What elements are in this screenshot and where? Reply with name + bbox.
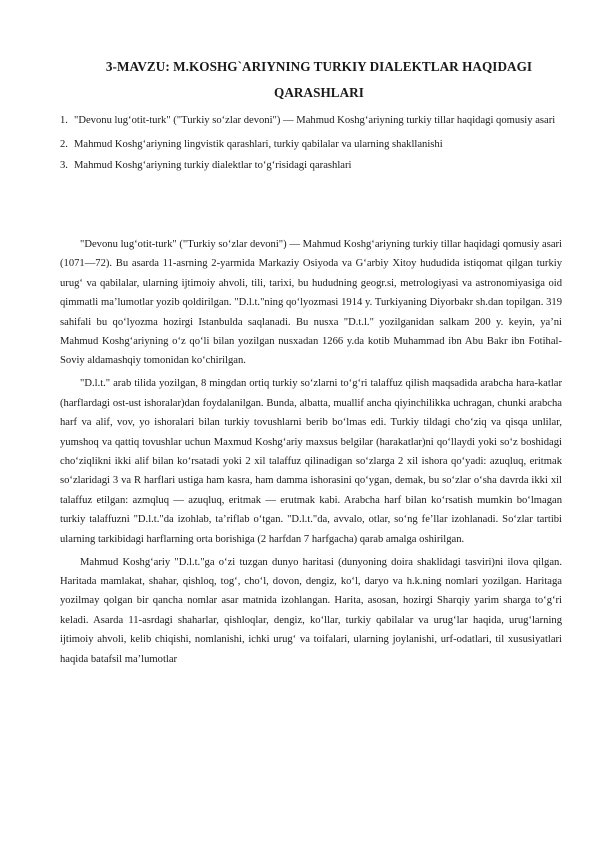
outline-item-text: Mahmud Koshg‘ariyning lingvistik qarashlari, turkiy qabilalar va ularning shakllanishi (74, 139, 443, 150)
body-paragraph: "Devonu lug‘otit-turk" ("Turkiy so‘zlar devoni") — Mahmud Koshg‘ariyning turkiy tillar haqidagi qomusiy asari (1071—72). Bu asarda 11-asrning 2-yarmida Markaziy Osiyoda va G‘arbiy Xitoy hududida istiqomat qilgan turkiy urug‘ va qabilalar, ularning ijtimoiy ahvoli, tili, tarixi, bu hududning geogr.si, metrologiyasi va astronomiyasiga oid qimmatli ma’lumotlar yozib qoldirilgan. "D.l.t."ning qo‘lyozmasi 1914 y. Turkiyaning Diyorbakr sh.dan topilgan. 319 sahifali bu qo‘lyozma hozirgi Istanbulda saqlanadi. Bu nusxa "D.t.l." yozilganidan salkam 200 y. keyin, ya’ni Mahmud Koshg‘ariyning o‘z qo‘li bilan yozilgan nusxadan 1266 y.da kotib Muhammad ibn Abu Bakr ibn Fotihal-Soviy aldamashqiy tomonidan ko‘chirilgan. (60, 239, 562, 367)
outline-item-number: 2. (60, 139, 68, 150)
document-title-continued: QARASHLARI (274, 85, 364, 100)
outline-item (60, 135, 560, 154)
outline-item-text: "Devonu lug‘otit-turk" ("Turkiy so‘zlar devoni") — Mahmud Koshg‘ariyning turkiy tillar haqidagi qomusiy asari (74, 115, 556, 126)
body-paragraph: "D.l.t." arab tilida yozilgan, 8 mingdan ortiq turkiy so‘zlarni to‘g‘ri talaffuz qilish maqsadida arabcha hara-katlar (harflardagi ost-ust ishoralar)dan foydalanilgan. Bunda, albatta, muallif ancha qiyinchilikka uchragan, chunki arabcha harf va alif, vov, yo ishoralari bilan turkiy tovushlarni berib bo‘lmas edi. Turkiy tildagi cho‘ziq va qisqa unlilar, yumshoq va qattiq tovushlar uchun Maxmud Koshg‘ariy maxsus belgilar (harakatlar)ni qo‘llaydi yoki so‘z boshidagi cho‘ziqlikni ikki alif bilan ko‘rsatadi yoki 2 xil talaffuz qilinadigan so‘zlarga 2 xil ishora qo‘yadi: azuqluq, eritmak so‘zlaridagi 3 va R harflari ustiga ham kasra, ham damma ishorasini qo‘ygan, demak, bu so‘zlar o‘sha davrda ikki xil talaffuz etilgan: azmqluq — azuqluq, eritmak — erutmak kabi. Arabcha harf bilan ko‘rsatish mumkin bo‘lmagan turkiy talaffuzni "D.l.t."da izohlab, ta’riflab o‘tgan. "D.l.t."da, avvalo, otlar, so‘ng fe’llar izohlanadi. So‘zlar tartibi ularning tarkibidagi harflarning orta borishiga (2 harfdan 7 harfgacha) qarab amalga oshirilgan. (60, 378, 562, 545)
topic-outline (60, 111, 560, 175)
document-body (60, 235, 562, 672)
outline-item (60, 111, 560, 130)
document-title: 3-MAVZU: M.KOSHG`ARIYNING TURKIY DIALEKTLAR HAQIDAGI (105, 59, 533, 74)
outline-item-number: 1. (60, 115, 68, 126)
outline-item (60, 156, 560, 175)
outline-item-text: Mahmud Koshg‘ariyning turkiy dialektlar to‘g‘risidagi qarashlari (74, 160, 352, 171)
outline-item-number: 3. (60, 160, 68, 171)
body-paragraph: Mahmud Koshg‘ariy "D.l.t."ga o‘zi tuzgan dunyo haritasi (dunyoning doira shaklidagi tasviri)ni ilova qilgan. Haritada mamlakat, shahar, qishloq, tog‘, cho‘l, dovon, dengiz, ko‘l, daryo va h.k.ning nomlari yozilgan. Haritaga yozilmay qolgan bir qancha nomlar asar matnida izohlangan. Harita, asosan, hozirgi Sharqiy yarim sharga to‘g‘ri keladi. Asarda 11-asrdagi shaharlar, qishloqlar, dengiz, ko‘llar, turkiy qabilalar va urug‘lar haqida, urug‘larning ijtimoiy ahvoli, kelib chiqishi, nomlanishi, ichki urug‘ va toifalari, ularning joylanishi, urf-odatlari, til xususiyatlari haqida batafsil ma’lumotlar (60, 556, 562, 665)
